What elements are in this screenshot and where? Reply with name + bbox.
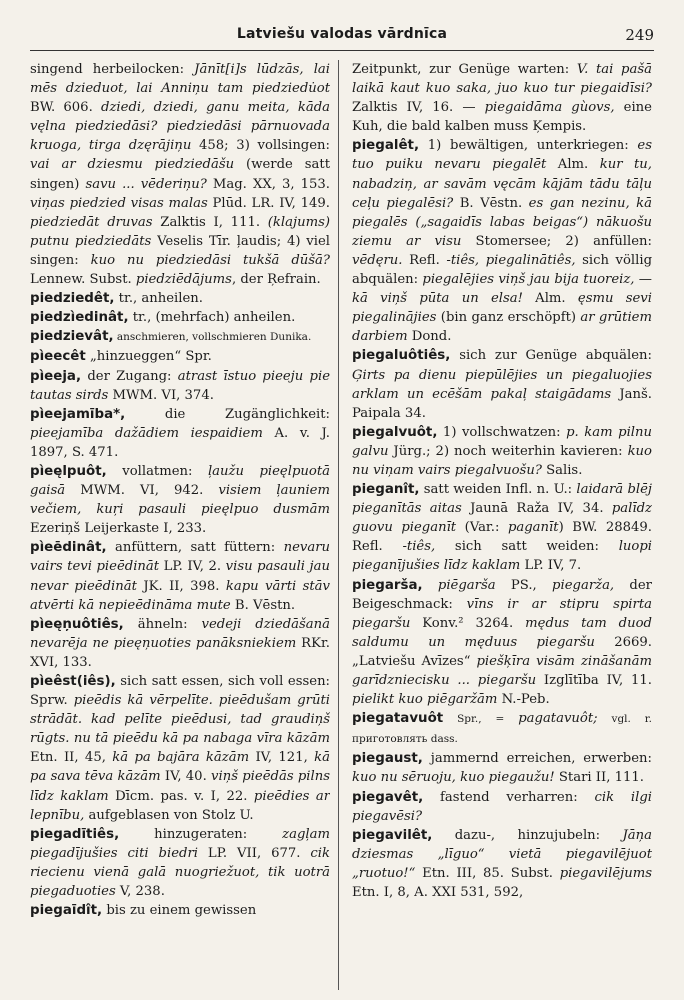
entry-text: fastend verharren: <box>423 789 595 805</box>
headword: piegatavuôt <box>352 711 444 727</box>
entry-text: Zeitpunkt, zur Genüge warten: <box>352 62 577 77</box>
entry-text: nevaru vairs tevi pieēdināt <box>30 540 330 575</box>
entry-text: PS., <box>495 577 553 593</box>
entry-text: ęsmu sevi piegalinājies <box>352 291 652 326</box>
entry-text: ) BW. 28849. Refl. <box>352 520 652 555</box>
dictionary-entry <box>352 480 652 575</box>
entry-text: pieejamība dažādiem iespaidiem <box>30 425 263 441</box>
entry-text: kuo nu sēruoju, kuo piegaužu! <box>352 770 555 786</box>
dictionary-entry <box>30 289 330 308</box>
entry-text: cik ilgi piegavēsi? <box>352 789 652 824</box>
entry-text: piēgarša <box>437 577 496 593</box>
running-head <box>30 22 654 51</box>
entry-text: Janš. Paipala 34. <box>352 386 652 421</box>
entry-text: kuo nu piedziedāsi tukšā dūšā? <box>90 252 330 268</box>
entry-text: visu pasauli jau nevar pieēdināt <box>30 559 330 594</box>
headword: piegaluôtiês, <box>352 348 451 364</box>
entry-text: savu ... vēderiņu? <box>85 176 207 192</box>
entry-text: Salis. <box>541 462 583 478</box>
headword: piegarša, <box>352 577 423 593</box>
headword: piedziedêt, <box>30 291 115 307</box>
entry-text: 1) bewältigen, unterkriegen: <box>419 138 638 154</box>
dictionary-entry <box>352 346 652 422</box>
headword: pìeęlpuôt, <box>30 463 107 479</box>
dictionary-entry <box>352 423 652 480</box>
entry-text: zagļam piegadījušies citi biedri <box>30 826 330 861</box>
page-title: Latviešu valodas vārdnīca <box>236 26 448 42</box>
entry-text: Dond. <box>407 329 452 345</box>
dictionary-entry <box>352 576 652 710</box>
entry-text: N.-Peb. <box>497 692 550 708</box>
dictionary-entry <box>30 538 330 614</box>
entry-text: sich satt weiden: <box>435 539 619 555</box>
headword: piegalvuôt, <box>352 424 438 440</box>
entry-text: Alm. <box>522 291 578 307</box>
entry-text: Izglītība IV, 11. <box>536 673 652 688</box>
dictionary-entry <box>30 462 330 538</box>
headword: pìeejamība*, <box>30 406 126 422</box>
dictionary-entry <box>30 347 330 366</box>
entry-text: piešķīra visām zināšanām garīdzniecisku ... piegaršu <box>352 653 652 688</box>
entry-text: singend herbeilocken: <box>30 62 195 77</box>
headword: pìeeja, <box>30 368 82 384</box>
entry-text: Etn. III, 85. Subst. <box>415 865 560 881</box>
headword: piegadītiês, <box>30 826 120 842</box>
entry-text: 458; 3) vollsingen: <box>191 138 330 154</box>
entry-text: Ezeriņš Leijerkaste I, 233. <box>30 521 207 537</box>
entry-text: mędus tam duod saldumu un męduus piegaršu <box>352 615 652 650</box>
entry-text: 1) vollschwatzen: <box>437 424 567 440</box>
entry-text: -tiês, <box>446 252 480 268</box>
dictionary-entry <box>352 749 652 787</box>
entry-text: sich zur Genüge abquälen: <box>450 348 652 364</box>
entry-text: laidarā blēj pieganītās aitas <box>352 482 652 517</box>
entry-text: piegalinātiês, <box>485 252 576 268</box>
entry-text: (bin ganz erschöpft) <box>436 310 581 326</box>
entry-text: pieēdies ar lepnību, <box>30 788 330 823</box>
headword: pìeecêt <box>30 349 86 365</box>
entry-text: piedziēdājums <box>135 272 232 288</box>
entry-text: anschmieren, vollschmieren Dunika. <box>113 331 312 344</box>
entry-text: cik riecienu vienā galā nuogriežuot, tik uotrā piegaduoties <box>30 845 330 900</box>
entry-text: atrast īstuo pieeju pie tautas sirds <box>30 368 330 403</box>
entry-text: ar grūtiem darbiem <box>352 310 652 345</box>
entry-text: Jaunā Raža IV, 34. <box>461 501 612 517</box>
dictionary-entry <box>352 826 652 902</box>
entry-text: (werde satt singen) <box>30 157 330 192</box>
page-number: 249 <box>625 26 654 44</box>
entry-text: die Zugänglichkeit: <box>125 406 330 422</box>
entry-text: Mag. XX, 3, 153. <box>206 176 330 192</box>
entry-text: vedeji dziedāšanā nevarēja ne pieęņuoties panāksniekiem <box>30 616 330 651</box>
entry-text: tr., anheilen. <box>114 291 203 307</box>
entry-text: (klajums) putnu piedziedāts <box>30 214 330 249</box>
entry-text: Etn. II, 45, <box>30 750 113 766</box>
entry-text: Lennew. Subst. <box>30 272 136 288</box>
entry-text: kuo nu viņam vairs piegalvuošu? <box>352 443 652 478</box>
headword: piegavêt, <box>352 789 424 805</box>
entry-text: Alm. <box>546 157 600 173</box>
entry-text: Ģirts pa dienu piepūlējies un piegaluojies arklam un ecēšām pakaļ staigādams <box>352 367 652 402</box>
headword: pìeęņuôtiês, <box>30 616 124 632</box>
headword: piegavilêt, <box>352 827 433 843</box>
entry-text: sich satt essen, sich voll essen: Sprw. <box>30 674 330 709</box>
entry-text: B. Vēstn. <box>453 195 529 211</box>
entry-text: Veselis Tīr. ļaudis; 4) viel singen: <box>30 233 330 268</box>
entry-text: piegalējies viņš jau bija tuoreiz, — kā viņš pūta un elsa! <box>352 272 652 307</box>
entry-text: vgl. r. приготовлять dass. <box>352 713 652 746</box>
entry-text: IV, 40. <box>160 769 212 785</box>
entry-text: paganīt <box>507 520 559 536</box>
entry-text: Dīcm. pas. v. I, 22. <box>108 788 254 804</box>
entry-text: vēdęru. <box>352 252 403 268</box>
entry-text: Refl. <box>402 252 447 268</box>
entry-text: LP. IV, 7. <box>520 558 582 574</box>
entry-text: anfüttern, satt füttern: <box>106 540 284 556</box>
headword: piegalêt, <box>352 138 420 154</box>
entry-text: V, 238. <box>115 884 165 900</box>
entry-text: eine Kuh, die bald kalben muss Ķempis. <box>352 100 652 135</box>
entry-text: 2669. „Latviešu Avīzes“ <box>352 634 652 669</box>
entry-text: kā pa sava tēva kāzām <box>30 750 330 785</box>
dictionary-entry <box>30 367 330 405</box>
entry-text: -tiês, <box>402 539 436 555</box>
entry-text: ļaužu pieęlpuotā gaisā <box>30 463 330 499</box>
entry-text: Zalktis IV, 16. — <box>352 100 485 116</box>
entry-text: hinzugeraten: <box>119 826 283 842</box>
entry-text: , der Ŗefrain. <box>231 272 321 288</box>
entry-text: ähneln: <box>123 616 202 632</box>
entry-text: Etn. I, 8, A. XXI 531, 592, <box>352 885 524 901</box>
entry-text: B. Vēstn. <box>230 597 296 613</box>
entry-text: LP. VII, 677. <box>198 845 311 861</box>
headword: pieganît, <box>352 482 420 498</box>
entry-text: MWM. VI, 942. <box>65 483 219 499</box>
entry-text: MWM. VI, 374. <box>108 387 214 403</box>
dictionary-entry <box>30 672 330 825</box>
dictionary-entry <box>352 709 652 749</box>
entry-text: viņas piedzied visas malas <box>30 195 208 211</box>
headword: piedzievât, <box>30 329 114 345</box>
entry-text: Stomersee; 2) anfüllen: <box>461 233 652 249</box>
entry-text: bis zu einem gewissen <box>102 903 257 919</box>
column-divider <box>338 60 339 990</box>
entry-text: Plūd. LR. IV, 149. <box>207 195 330 211</box>
dictionary-entry <box>352 788 652 826</box>
entry-text <box>423 578 438 593</box>
entry-text: pielikt kuo piēgaržām <box>352 692 498 708</box>
entry-text: vai ar dziesmu piedziedāšu <box>30 157 235 173</box>
dictionary-entry <box>30 308 330 327</box>
entry-text: p. kam pilnu galvu <box>352 424 652 459</box>
entry-text: dazu-, hinzujubeln: <box>432 827 623 843</box>
entry-text: viņš pieēdās pilns līdz kaklam <box>30 769 330 804</box>
entry-text: piedziedāt druvas <box>30 214 153 230</box>
entry-text: piegaidāma gùovs, <box>484 100 615 116</box>
entry-text: kapu vārti stāv atvērti kā nepieēdināma mute <box>30 578 330 613</box>
entry-text: Stari II, 111. <box>554 770 644 786</box>
entry-text: piegavilējums <box>559 865 652 881</box>
entry-text: Zalktis I, 111. <box>152 214 268 230</box>
entry-text: vīns ir ar stipru spirta piegaršu <box>352 596 652 631</box>
entry-text: satt weiden Infl. n. U.: <box>419 482 577 498</box>
entry-text: aufgeblasen von Stolz U. <box>84 807 254 823</box>
entry-text: palīdz guovu pieganīt <box>352 501 652 536</box>
entry-text: A. v. J. 1897, S. 471. <box>30 425 330 460</box>
headword: pìeêst(iês), <box>30 674 116 689</box>
entry-text: (Var.: <box>456 520 508 536</box>
entry-text: Jürg.; 2) noch weiterhin kavieren: <box>388 443 628 459</box>
entry-text: BW. 606. <box>30 100 102 116</box>
entry-text: „hinzueggen“ Spr. <box>85 349 212 365</box>
right-column <box>352 60 652 990</box>
headword: piedzìedinât, <box>30 310 129 326</box>
entry-text: Konv.² 3264. <box>410 615 526 631</box>
entry-text: pagatavuôt; <box>518 711 598 727</box>
dictionary-entry <box>30 901 330 920</box>
entry-text: kā pa bajāra kāzām <box>112 750 250 766</box>
entry-text: Jānīt[i]s lūdzās, lai mēs dzieduot, lai Anniņu tam piedziedu̇ot <box>30 62 330 97</box>
entry-text: piegarža, <box>552 577 615 593</box>
headword: piegaust, <box>352 751 423 767</box>
entry-text: vollatmen: <box>106 463 208 479</box>
dictionary-entry <box>30 60 330 289</box>
entry-text: Spr., = <box>443 713 519 726</box>
dictionary-entry <box>352 60 652 136</box>
dictionary-entry <box>30 327 330 347</box>
entry-text: jammernd erreichen, erwerben: <box>422 751 652 767</box>
entry-text: es tuo puiku nevaru piegalēt <box>352 138 652 173</box>
dictionary-entry <box>30 825 330 901</box>
dictionary-entry <box>352 136 652 346</box>
entry-text: V. tai pašā laikā kaut kuo saka, juo kuo tur piegaidīsi? <box>352 62 652 97</box>
dictionary-entry <box>30 405 330 462</box>
headword: piegaīdît, <box>30 903 103 919</box>
entry-text: Jāņa dziesmas „līguo“ vietā piegavilējuot „ruotuo!“ <box>352 827 652 881</box>
entry-text: kur tu, nabadziņ, ar savām vęcām kājām tādu tāļu ceļu piegalēsi? <box>352 157 652 211</box>
entry-text: dziedi, dziedi, ganu meita, kāda vęlna piedziedāsi? piedziedāsi pārnuovada kruoga, tirga dzęrājiņu <box>30 100 330 154</box>
entry-text: der Beigeschmack: <box>352 577 652 612</box>
dictionary-entry <box>30 615 330 672</box>
entry-text: tr., (mehrfach) anheilen. <box>128 310 296 326</box>
entry-text: JK. II, 398. <box>136 578 226 594</box>
entry-text: sich völlig abquälen: <box>352 252 652 288</box>
entry-text <box>479 253 486 268</box>
headword: pìeēdinât, <box>30 540 107 556</box>
entry-text: RKr. XVI, 133. <box>30 635 330 670</box>
entry-text: luopi pieganījušies līdz kaklam <box>352 539 652 574</box>
entry-text: IV, 121, <box>249 750 315 766</box>
entry-text: pieēdis kā vērpelīte. pieēdušam grūti strādāt. kad pelīte pieēdusi, tad graudiņš rūgts. nu tā pieēdu kā pa nabaga vīra kāzām <box>30 693 330 747</box>
left-column <box>30 60 330 990</box>
entry-text: LP. IV, 2. <box>159 559 226 575</box>
entry-text: der Zugang: <box>81 368 178 384</box>
entry-text: es gan nezinu, kā piegalēs („sagaidīs labas beigas“) nākuošu ziemu ar visu <box>352 195 652 249</box>
entry-text: visiem ļauniem večiem, kuŗi pasauli pieęlpuo dusmām <box>30 483 330 518</box>
